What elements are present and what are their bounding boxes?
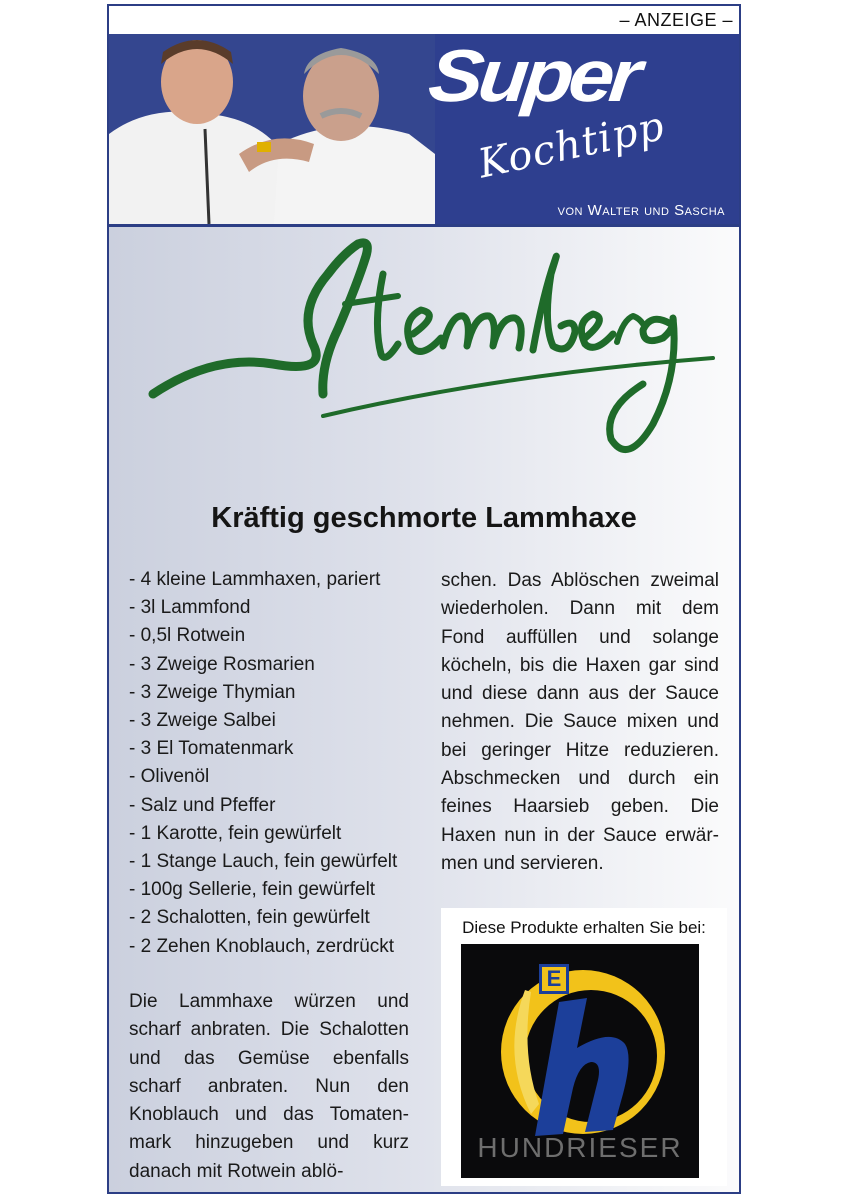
ad-label-strip xyxy=(109,6,739,34)
shop-label: Diese Produkte erhalten Sie bei: xyxy=(462,918,706,937)
ingredient-item: - Salz und Pfeffer xyxy=(129,794,276,816)
byline: von Walter und Sascha xyxy=(557,202,725,219)
ingredient-item: - 0,5l Rotwein xyxy=(129,625,246,647)
ingredient-item: - 2 Zehen Knoblauch, zerdrückt xyxy=(129,935,395,957)
edeka-badge-letter: E xyxy=(546,966,562,991)
ad-label: – ANZEIGE – xyxy=(619,10,733,30)
ingredient-item: - 3 Zweige Thymian xyxy=(129,681,296,703)
hundrieser-logo xyxy=(461,944,699,1178)
shop-name: HUNDRIESER xyxy=(477,1132,683,1163)
super-logo: Super xyxy=(424,35,641,118)
banner-divider xyxy=(109,224,739,227)
ingredient-item: - 2 Schalotten, fein gewürfelt xyxy=(129,907,370,929)
ingredient-item: - 3 Zweige Rosmarien xyxy=(129,653,315,675)
ingredient-item: - 3l Lammfond xyxy=(129,597,251,619)
kochtipp-title: Kochtipp xyxy=(474,103,669,188)
chefs-photo xyxy=(109,34,435,224)
instructions-part-1: Die Lammhaxe würzen und scharf anbraten. Die Schalotten und das Gemüse ebenfalls scharf anbraten. Nun den Knoblauch und das Tomatenmark hinzugeben und kurz danach mit Rotwein ablö- xyxy=(129,991,409,1182)
ingredient-item: - 3 El Tomatenmark xyxy=(129,738,294,760)
edeka-badge xyxy=(541,966,567,992)
ingredient-item: - 1 Karotte, fein gewürfelt xyxy=(129,822,342,844)
ingredient-item: - 3 Zweige Salbei xyxy=(129,710,276,732)
header-banner xyxy=(109,34,739,224)
shop-box xyxy=(441,908,727,1186)
instructions-part-2: schen. Das Ablöschen zweimal wiederholen. Dann mit dem Fond auffüllen und solange köcheln, bis die Haxen gar sind und diese dann aus der Sauce nehmen. Die Sauce mixen und bei geringer Hitze reduzieren. Abschmecken und durch ein feines Haarsieb geben. Die Haxen nun in der Sauce erwärmen und servieren. xyxy=(441,570,719,874)
recipe-title: Kräftig geschmorte Lammhaxe xyxy=(211,502,637,534)
advertisement-frame xyxy=(107,4,741,1194)
ingredient-item: - 4 kleine Lammhaxen, pariert xyxy=(129,569,381,590)
ingredient-item: - 1 Stange Lauch, fein gewürfelt xyxy=(129,851,398,873)
ingredient-item: - Olivenöl xyxy=(129,766,210,788)
ingredient-list xyxy=(129,566,419,961)
stemberg-signature-logo xyxy=(123,234,723,484)
ingredient-item: - 100g Sellerie, fein gewürfelt xyxy=(129,879,376,901)
